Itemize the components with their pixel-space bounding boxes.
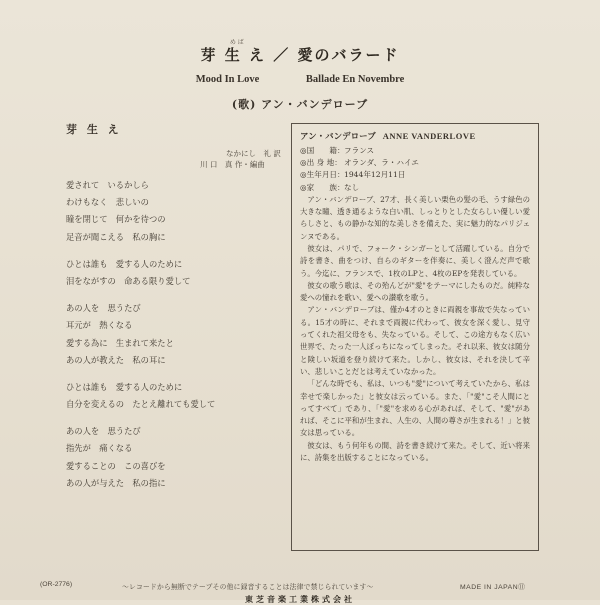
lyrics — [66, 177, 286, 492]
lyric-line: 足音が聞こえる 私の胸に — [66, 231, 166, 242]
stanza-gap — [66, 413, 286, 423]
stanza-gap — [66, 290, 286, 300]
bio-paragraph: 彼女の歌う歌は、その殆んどが"愛"をテーマにしたものだ。純粋な愛への憧れを歌い、愛への讃歌を歌う。 — [300, 280, 530, 303]
bio-paragraph: 彼女は、もう何年もの間、詩を書き続けて来た。そして、近い将来に、詩集を出版することになっている。 — [300, 440, 530, 463]
fact-value: オランダ、ラ・ハイエ — [344, 158, 419, 168]
lyric-line: 愛することの この喜びを — [66, 460, 166, 471]
bio-facts — [300, 145, 530, 194]
bio-heading — [300, 130, 530, 142]
title-ruby: め ば — [229, 39, 244, 46]
stanza-gap — [66, 369, 286, 379]
lyric-line: 指先が 痛くなる — [66, 443, 133, 454]
copyright-notice: ～レコードから無断でテープその他に録音することは法律で禁じられています～ — [122, 583, 374, 591]
bio-paragraph: 彼女は、パリで、フォーク・シンガーとして活躍している。自分で詩を書き、曲をつけ、自らのギターを伴奏に、美しく澄んだ声で歌う。今迄に、フランスで、1枚のLPと、4枚のEPを発表している。 — [300, 244, 530, 278]
lyric-line: 耳元が 熱くなる — [66, 320, 133, 331]
lyric-line: 瞳を閉じて 何かを待つの — [66, 214, 166, 225]
fact-value: 1944年12月11日 — [344, 170, 406, 180]
fact-value: なし — [344, 182, 360, 192]
song-credits — [200, 148, 281, 170]
subtitle-b: Ballade En Novembre — [305, 74, 405, 85]
lyric-line: 自分を変えるの たとえ離れても愛して — [66, 399, 216, 410]
fact-row — [300, 145, 530, 157]
song-title: 芽 生 え — [66, 123, 122, 136]
artist-bio-box — [291, 123, 539, 551]
subtitle-a: Mood In Love — [195, 74, 260, 85]
fact-row — [300, 157, 530, 169]
title-main: 芽 生 え — [200, 46, 266, 64]
bio-paragraph: アン・バンデローブは、僅か4才のときに両親を事故で失なっている。15才の時に、それまで両親に代わって、彼女を深く愛し、見守ってくれた祖父母をも、失なっている。そして、この途方もなく広い世界で、たった一人ぼっちになってしまった。それ以来、彼女は随分と険しい坂道を登り続けて来た。しかし、彼女は、それを決して辛い、悲しいことだとは考えていなかった。 — [300, 305, 530, 376]
bio-name-en: ANNE VANDERLOVE — [382, 131, 476, 141]
lyric-line: ひとは誰も 愛する人のために — [66, 258, 183, 269]
lyric-line: わけもなく 悲しいの — [66, 197, 149, 208]
lyric-line: 愛されて いるかしら — [66, 180, 149, 190]
lyric-line: ひとは誰も 愛する人のために — [66, 381, 183, 392]
lyric-line: あの人を 思うたび — [66, 303, 141, 314]
made-in-label: MADE IN JAPAN⑪ — [460, 584, 526, 591]
lyric-line: 愛する為に 生まれて来たと — [66, 337, 174, 348]
lyric-line: あの人が与えた 私の指に — [66, 477, 166, 488]
catalog-number: (OR-2776) — [40, 581, 73, 588]
fact-label: ◎生年月日： — [300, 170, 345, 180]
company-name: 東芝音楽工業株式会社 — [245, 594, 355, 604]
fact-row — [300, 182, 530, 194]
title-second: 愛のバラード — [297, 46, 400, 64]
fact-value: フランス — [344, 146, 375, 155]
composer-credit: 川 口 真 作・編曲 — [200, 160, 265, 169]
fact-label: ◎家 族： — [300, 182, 345, 192]
bio-paragraph: アン・バンデローブ、27才、長く美しい栗色の髪の毛、うす緑色の大きな瞳、透き通るような白い肌、しっとりとした女らしい優しい愛らしさと、もの静かな知的な美しさを備えた、実に魅力的なパリジェンヌである。 — [300, 194, 530, 241]
fact-label: ◎国 籍： — [300, 146, 345, 155]
lyric-line: あの人が教えた 私の耳に — [66, 354, 166, 365]
fact-row — [300, 169, 530, 181]
page-title — [0, 39, 600, 65]
title-separator: ／ — [273, 46, 291, 64]
lyric-line: 泪をながすの 命ある限り愛して — [66, 275, 191, 286]
english-titles — [0, 74, 600, 85]
lyric-line: あの人を 思うたび — [66, 426, 141, 437]
stanza-gap — [66, 246, 286, 256]
artist-credit: (歌) アン・バンデローブ — [231, 98, 369, 111]
bio-name-jp: アン・バンデローブ — [300, 132, 376, 142]
title-main-wrap — [200, 39, 274, 64]
lyricist-credit: なかにし 礼 訳 — [226, 149, 281, 158]
fact-label: ◎出 身 地： — [300, 158, 342, 168]
bio-paragraph: 「どんな時でも、私は、いつも"愛"について考えていたから、私は幸せで楽しかった」と彼女は云っている。また、「"愛"こそ人間にとってすべて」であり、「"愛"を求める心があれば、そして、"愛"があれば、そこに平和が生まれ、人生の、人間の尊さが生まれる！」と彼女は思っている。 — [300, 379, 530, 438]
